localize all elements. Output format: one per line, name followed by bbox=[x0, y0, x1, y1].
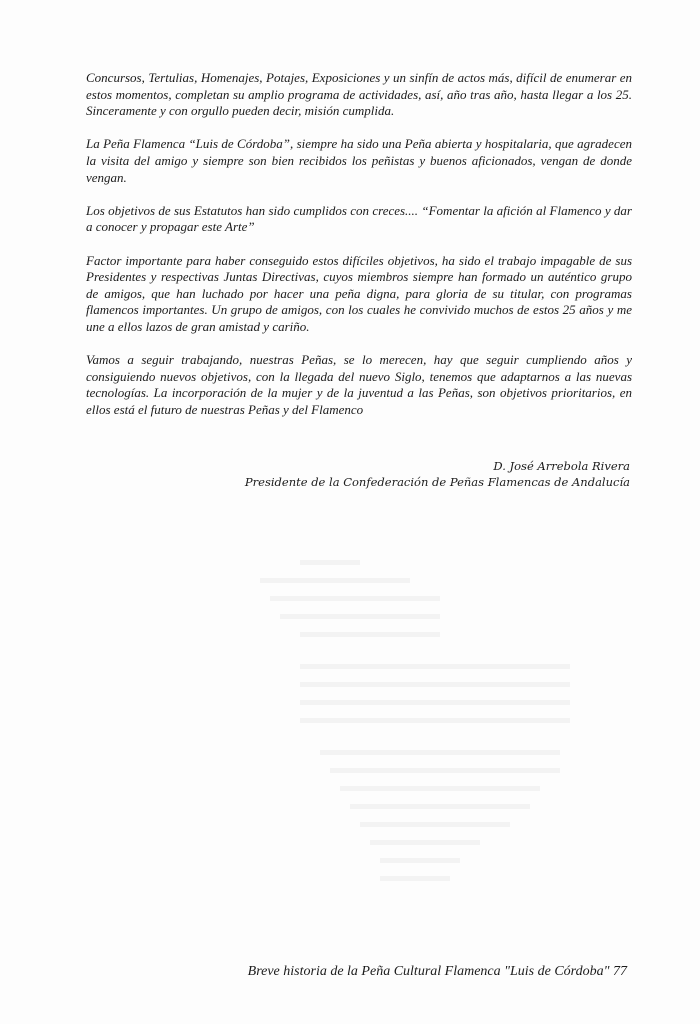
paragraph-1: Concursos, Tertulias, Homenajes, Potajes, Exposiciones y un sinfín de actos más, difícil de enumerar en estos momentos, completan su amplio programa de actividades, así, año tras año, hasta llegar a los 25. Sinceramente y con orgullo pueden decir, misión cumplida. bbox=[86, 70, 632, 119]
page-number: 77 bbox=[613, 964, 627, 979]
show-through-line bbox=[300, 682, 570, 687]
show-through-line bbox=[300, 700, 570, 705]
show-through-line bbox=[300, 632, 440, 637]
signature-block bbox=[210, 458, 630, 490]
body-text bbox=[86, 70, 632, 435]
show-through-line bbox=[330, 768, 560, 773]
show-through-line bbox=[300, 560, 360, 565]
show-through-line bbox=[370, 840, 480, 845]
show-through-line bbox=[380, 876, 450, 881]
paragraph-2: La Peña Flamenca “Luis de Córdoba”, siempre ha sido una Peña abierta y hospitalaria, que agradecen la visita del amigo y siempre son bien recibidos los peñistas y buenos aficionados, vengan de donde vengan. bbox=[86, 136, 632, 185]
show-through-line bbox=[300, 664, 570, 669]
signature-role: Presidente de la Confederación de Peñas Flamencas de Andalucía bbox=[244, 475, 630, 489]
show-through-line bbox=[280, 614, 440, 619]
show-through-line bbox=[380, 858, 460, 863]
show-through-line bbox=[260, 578, 410, 583]
show-through-line bbox=[350, 804, 530, 809]
paragraph-3: Los objetivos de sus Estatutos han sido cumplidos con creces.... “Fomentar la afición al Flamenco y dar a conocer y propagar este Arte” bbox=[86, 202, 632, 235]
show-through-line bbox=[360, 822, 510, 827]
footer-title: Breve historia de la Peña Cultural Flamenca "Luis de Córdoba" bbox=[247, 964, 610, 979]
paragraph-5: Vamos a seguir trabajando, nuestras Peñas, se lo merecen, hay que seguir cumpliendo años y consiguiendo nuevos objetivos, con la llegada del nuevo Siglo, tenemos que adaptarnos a las nuevas tecnologías. La incorporación de la mujer y de la juventud a las Peñas, son objetivos prioritarios, en ellos está el futuro de nuestras Peñas y del Flamenco bbox=[86, 352, 632, 417]
paragraph-4: Factor importante para haber conseguido estos difíciles objetivos, ha sido el trabajo impagable de sus Presidentes y respectivas Juntas Directivas, cuyos miembros siempre han formado un auténtico grupo de amigos, que han luchado por hacer una peña digna, para gloria de su titular, con programas flamencos importantes. Un grupo de amigos, con los cuales he convivido muchos de estos 25 años y me une a ellos lazos de gran amistad y cariño. bbox=[86, 252, 632, 334]
show-through-line bbox=[320, 750, 560, 755]
show-through-line bbox=[300, 718, 570, 723]
page-footer bbox=[248, 963, 627, 981]
show-through-line bbox=[270, 596, 440, 601]
signature-name: D. José Arrebola Rivera bbox=[493, 459, 630, 473]
show-through-line bbox=[340, 786, 540, 791]
